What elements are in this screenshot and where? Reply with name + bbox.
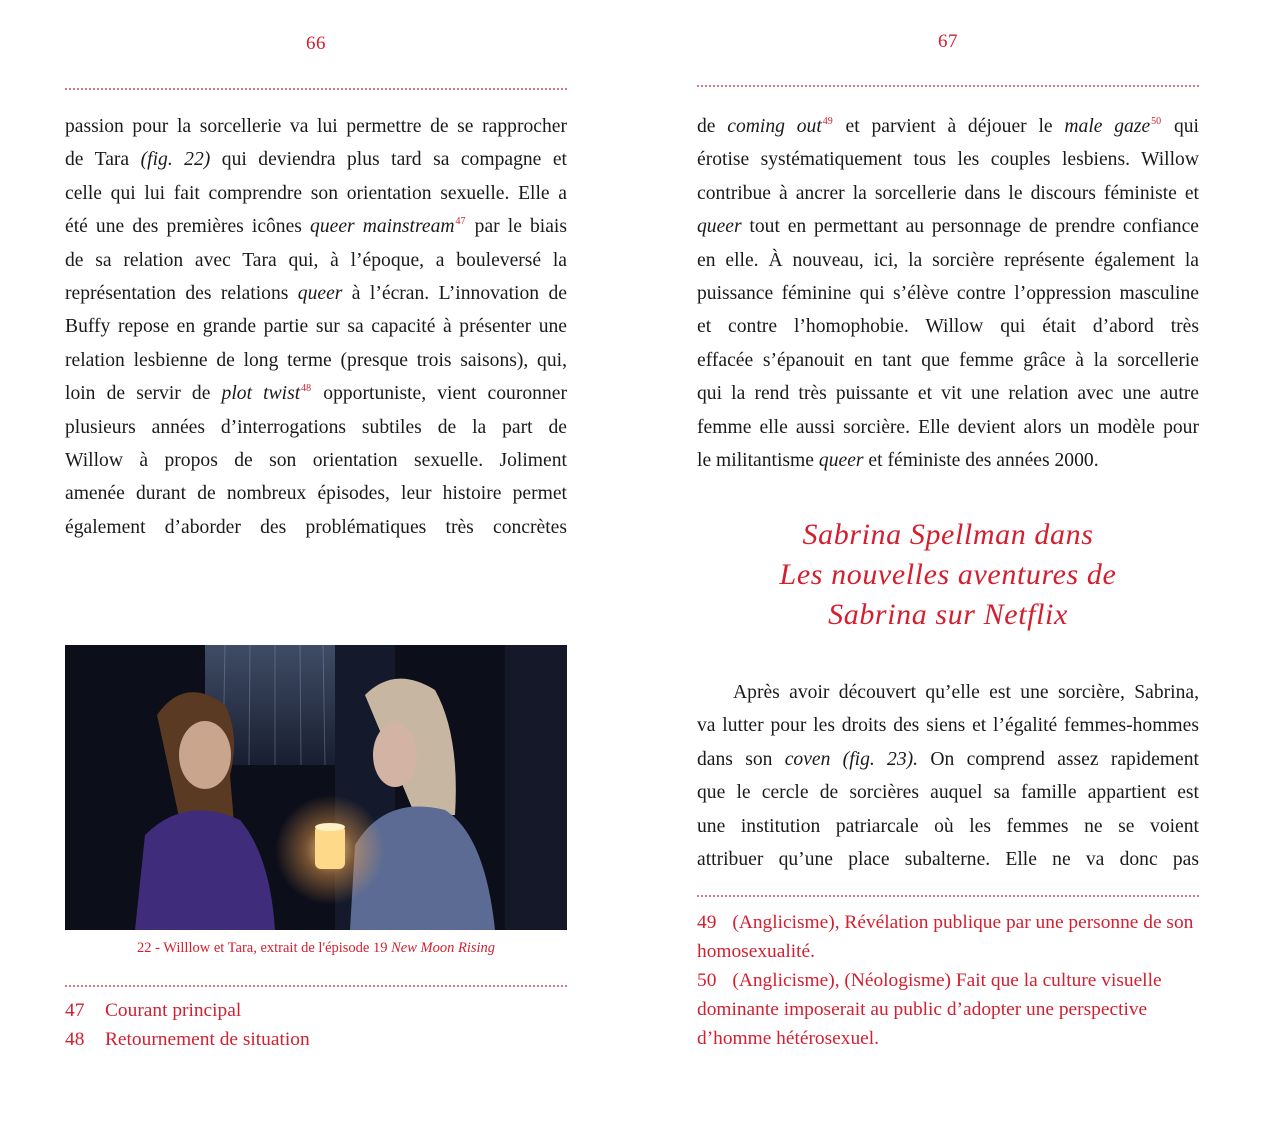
footnote-item (65, 1025, 567, 1054)
text-segment: Willow à propos de son orientation sexuelle. Joliment (65, 450, 567, 472)
footnote-marker: 47 (455, 216, 466, 228)
text-line (65, 177, 567, 210)
italic-text: queer (818, 450, 864, 472)
section-body-text (697, 676, 1199, 876)
italic-text: plot twist (221, 383, 301, 405)
text-segment: de Tara (65, 149, 141, 171)
text-line (697, 310, 1199, 343)
text-segment: relation lesbienne de long terme (presque trois saisons), qui, (65, 349, 567, 371)
text-line (697, 676, 1199, 709)
text-segment: érotise systématiquement tous les couples lesbiens. Willow (697, 149, 1199, 171)
text-segment: effacée s’épanouit en tant que femme grâce à la sorcellerie (697, 349, 1199, 371)
header-divider (65, 88, 567, 90)
text-segment: qui (1162, 116, 1199, 137)
section-title (697, 515, 1199, 635)
figure-caption (65, 940, 567, 957)
text-segment: et contre l’homophobie. Willow qui était d’abord très (697, 316, 1199, 338)
text-line (65, 310, 567, 343)
text-segment: puissance féminine qui s’élève contre l’oppression masculine (697, 283, 1199, 305)
italic-text: queer (297, 283, 343, 305)
text-segment: le militantisme (697, 450, 819, 472)
footnotes (65, 996, 567, 1054)
section-title-line: Sabrina Spellman dans (802, 518, 1094, 551)
italic-text: queer (697, 216, 742, 238)
footnote-marker: 49 (822, 116, 833, 127)
text-segment: passion pour la sorcellerie va lui permettre de se rapprocher (65, 116, 567, 137)
text-line (697, 177, 1199, 210)
footnote-text: (Anglicisme), (Néologisme) Fait que la culture visuelle dominante imposerait au public d’adopter une perspective d’homme hétérosexuel. (697, 970, 1162, 1049)
text-line (697, 709, 1199, 742)
text-segment: de (697, 116, 728, 137)
figure-photo (65, 645, 567, 930)
text-line (697, 344, 1199, 377)
italic-text: male gaze (1064, 116, 1151, 137)
text-segment: Après avoir découvert qu’elle est une sorcière, Sabrina, (733, 682, 1199, 703)
text-line (697, 776, 1199, 809)
text-line (65, 110, 567, 143)
italic-text: coven (784, 748, 831, 770)
text-line (697, 444, 1199, 477)
text-segment: et parvient à déjouer le (833, 116, 1065, 137)
footnote-marker: 50 (1151, 116, 1162, 127)
body-text (697, 110, 1199, 477)
italic-text: (fig. 23). (842, 748, 919, 770)
text-line (65, 277, 567, 310)
text-segment: été une des premières icônes (65, 216, 311, 238)
text-segment: qui la rend très puissante et vit une relation avec une autre (697, 383, 1199, 405)
text-line (697, 210, 1199, 243)
text-line (65, 344, 567, 377)
footnote-item (697, 908, 1199, 966)
text-segment: également d’aborder des problématiques très concrètes (65, 516, 567, 538)
section-title-line: Sabrina sur Netflix (828, 598, 1068, 631)
text-segment: Buffy repose en grande partie sur sa capacité à présenter une (65, 316, 567, 338)
footnote-marker: 48 (301, 383, 312, 395)
section-title-line: Les nouvelles aventures de (779, 558, 1117, 591)
text-segment (830, 749, 842, 770)
footnote-number: 49 (697, 912, 717, 933)
footnote-divider (65, 985, 567, 987)
text-line (697, 810, 1199, 843)
italic-text: queer mainstream (310, 216, 455, 238)
text-line (697, 411, 1199, 444)
footnote-divider (697, 895, 1199, 897)
text-line (697, 244, 1199, 277)
text-segment: loin de servir de (65, 383, 222, 405)
footnote-text: Retournement de situation (105, 1029, 310, 1050)
figure-caption-title: New Moon Rising (391, 940, 496, 956)
text-segment: à l’écran. L’innovation de (342, 283, 567, 305)
figure-number: 22 - (136, 940, 164, 956)
italic-text: coming out (727, 116, 822, 137)
text-segment: contribue à ancrer la sorcellerie dans le discours féministe et (697, 182, 1199, 204)
text-line (65, 411, 567, 444)
text-segment: attribuer qu’une place subalterne. Elle ne va donc pas (697, 849, 1199, 871)
text-segment: amenée durant de nombreux épisodes, leur histoire permet (65, 483, 567, 505)
footnote-number: 48 (65, 1029, 85, 1050)
footnote-item (697, 966, 1199, 1053)
text-segment: que le cercle de sorcières auquel sa famille appartient est (697, 782, 1199, 804)
left-page (65, 0, 567, 1122)
text-line (697, 277, 1199, 310)
text-segment: celle qui lui fait comprendre son orientation sexuelle. Elle a (65, 182, 567, 204)
text-segment: opportuniste, vient couronner (312, 383, 567, 405)
footnote-number: 50 (697, 970, 717, 991)
right-page (697, 0, 1199, 1122)
text-segment: qui deviendra plus tard sa compagne et (210, 149, 567, 171)
text-segment: va lutter pour les droits des siens et l’égalité femmes-hommes (697, 715, 1199, 737)
text-line (65, 444, 567, 477)
text-line (65, 244, 567, 277)
text-segment: On comprend assez rapidement (918, 748, 1199, 770)
text-segment: par le biais (466, 216, 567, 238)
text-line (65, 210, 567, 243)
header-divider (697, 85, 1199, 87)
text-line (697, 110, 1199, 143)
text-segment: et féministe des années 2000. (863, 450, 1099, 472)
figure-caption-text: Willlow et Tara, extrait de l'épisode 19 (163, 940, 392, 956)
text-line (65, 377, 567, 410)
text-segment: femme elle aussi sorcière. Elle devient alors un modèle pour (697, 416, 1199, 438)
text-segment: tout en permettant au personnage de prendre confiance (741, 216, 1199, 238)
text-segment: représentation des relations (65, 283, 298, 305)
text-line (697, 377, 1199, 410)
text-line (697, 743, 1199, 776)
text-segment: en elle. À nouveau, ici, la sorcière représente également la (697, 249, 1199, 271)
photo-two-women-candle-icon (65, 645, 567, 930)
italic-text: (fig. 22) (140, 149, 211, 171)
page-number: 67 (938, 31, 958, 52)
footnotes (697, 908, 1199, 1053)
footnote-item (65, 996, 567, 1025)
text-segment: plusieurs années d’interrogations subtiles de la part de (65, 416, 567, 438)
text-segment: de sa relation avec Tara qui, à l’époque, a bouleversé la (65, 249, 567, 271)
footnote-text: Courant principal (105, 1000, 242, 1021)
text-line (65, 477, 567, 510)
page-number: 66 (306, 33, 326, 54)
footnote-text: (Anglicisme), Révélation publique par une personne de son homosexualité. (697, 912, 1194, 962)
text-line (697, 843, 1199, 876)
text-line (65, 511, 567, 544)
text-line (65, 143, 567, 176)
text-segment: une institution patriarcale où les femmes ne se voient (697, 815, 1199, 837)
text-segment: dans son (697, 748, 785, 770)
text-line (697, 143, 1199, 176)
footnote-number: 47 (65, 1000, 85, 1021)
body-text (65, 110, 567, 544)
